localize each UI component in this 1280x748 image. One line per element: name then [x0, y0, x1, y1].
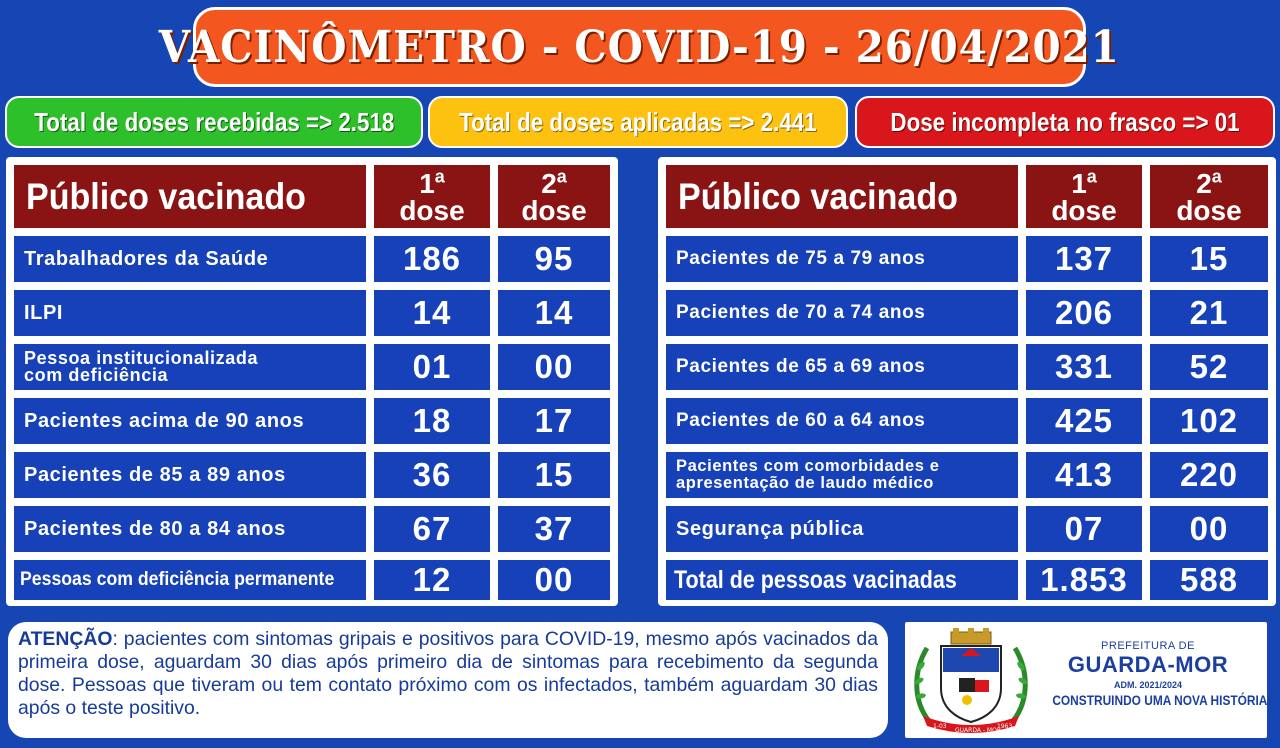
table-row-dose1: 206	[1024, 288, 1144, 338]
left-h1-n: 1	[419, 167, 435, 199]
doses-received-text: Total de doses recebidas => 2.518	[33, 106, 395, 137]
crest-left-text: 1-03	[933, 723, 947, 730]
table-row-label	[664, 288, 1020, 338]
table-row-label	[12, 288, 368, 338]
table-row-dose2: 220	[1148, 450, 1270, 500]
right-h1-ord: a	[1086, 166, 1097, 187]
left-header-dose1-num	[419, 166, 445, 199]
left-table	[6, 157, 618, 606]
table-row-dose1: 18	[372, 396, 492, 446]
table-row-dose2: 52	[1148, 342, 1270, 392]
row-label-text: Trabalhadores da Saúde	[24, 247, 269, 270]
table-row-dose1: 1.853	[1024, 558, 1144, 602]
table-row-dose2: 17	[496, 396, 612, 446]
doses-applied-text: Total de doses aplicadas => 2.441	[459, 106, 817, 137]
right-header-dose1-num	[1071, 166, 1097, 199]
right-h2-ord: a	[1211, 166, 1222, 187]
table-row-dose2: 00	[496, 558, 612, 602]
doses-applied-badge	[428, 96, 848, 148]
incomplete-dose-badge	[855, 96, 1275, 148]
right-header-dose2-num	[1196, 166, 1222, 199]
left-header-dose1-word: dose	[399, 194, 465, 226]
logo-slogan	[1033, 692, 1272, 708]
row-label-line2: apresentação de laudo médico	[676, 474, 934, 492]
table-row-dose2: 95	[496, 234, 612, 284]
table-row-dose2: 00	[496, 342, 612, 392]
row-label-text: Pacientes de 85 a 89 anos	[24, 463, 286, 486]
table-row-dose1: 413	[1024, 450, 1144, 500]
crest-mid-text: GUARDA - MOR	[955, 727, 1001, 734]
left-header-dose2-word: dose	[521, 194, 587, 226]
page-title-text: VACINÔMETRO - COVID-19 - 26/04/2021	[159, 21, 1120, 73]
incomplete-dose-text: Dose incompleta no frasco => 01	[890, 106, 1240, 137]
table-row-dose2: 15	[1148, 234, 1270, 284]
crest-right-text: 1963	[997, 723, 1013, 730]
attention-text: : pacientes com sintomas gripais e positivos para COVID-19, mesmo após vacinados da primeira dose, aguardam 30 dias após primeiro dia de sintomas para recebimento da segunda dose. Pessoas que tiveram ou tem contato próximo com os infectados, também aguardam 30 dias após o teste positivo.	[18, 628, 878, 719]
table-row-label	[664, 558, 1020, 602]
row-label-text: Pacientes de 60 a 64 anos	[676, 410, 926, 431]
right-header-dose1	[1024, 163, 1144, 230]
row-label-text: Pessoas com deficiência permanente	[20, 569, 335, 590]
page-title	[159, 7, 1120, 87]
table-row-dose1: 07	[1024, 504, 1144, 554]
logo-prefeitura: PREFEITURA DE	[1101, 640, 1195, 652]
logo-slogan-text: CONSTRUINDO UMA NOVA HISTÓRIA!	[1052, 692, 1272, 708]
table-row-label	[664, 234, 1020, 284]
table-row-label	[12, 450, 368, 500]
row-label-text: Segurança pública	[676, 517, 865, 540]
row-label-text: Pacientes de 75 a 79 anos	[676, 248, 926, 269]
table-row-label	[12, 396, 368, 446]
right-header-dose2	[1148, 163, 1270, 230]
table-row-dose1: 186	[372, 234, 492, 284]
city-crest-icon	[911, 626, 1031, 734]
right-header-dose1-word: dose	[1051, 194, 1117, 226]
table-row-label	[664, 504, 1020, 554]
table-row-label	[664, 450, 1020, 500]
row-label-text: Total de pessoas vacinadas	[674, 565, 957, 594]
left-h1-ord: a	[434, 166, 445, 187]
table-row-dose2: 21	[1148, 288, 1270, 338]
left-h2-ord: a	[556, 166, 567, 187]
table-row-dose1: 331	[1024, 342, 1144, 392]
table-row-dose1: 12	[372, 558, 492, 602]
doses-received-badge	[5, 96, 423, 148]
logo-city: GUARDA-MOR	[1067, 652, 1229, 677]
table-row-dose2: 15	[496, 450, 612, 500]
table-row-label	[12, 558, 368, 602]
table-row-dose2: 14	[496, 288, 612, 338]
table-row-dose2: 102	[1148, 396, 1270, 446]
left-header-label-text: Público vacinado	[26, 175, 306, 217]
right-header-label-text: Público vacinado	[678, 175, 958, 217]
row-label-line2: com deficiência	[24, 365, 169, 385]
table-row-dose1: 67	[372, 504, 492, 554]
row-label-text: Pacientes de 70 a 74 anos	[676, 302, 926, 323]
table-row-dose2: 37	[496, 504, 612, 554]
attention-notice	[8, 622, 888, 738]
table-row-dose1: 425	[1024, 396, 1144, 446]
table-row-dose1: 01	[372, 342, 492, 392]
table-row-dose1: 137	[1024, 234, 1144, 284]
row-label-text: Pacientes de 80 a 84 anos	[24, 517, 286, 540]
table-row-dose2: 588	[1148, 558, 1270, 602]
table-row-label	[12, 234, 368, 284]
table-row-dose1: 36	[372, 450, 492, 500]
row-label-text: Pacientes de 65 a 69 anos	[676, 356, 926, 377]
left-header-label	[12, 163, 368, 230]
row-label-line1: Pacientes com comorbidades e	[676, 457, 940, 475]
right-h1-n: 1	[1071, 167, 1087, 199]
table-row-dose1: 14	[372, 288, 492, 338]
attention-lead: ATENÇÃO	[18, 628, 113, 650]
right-table	[658, 157, 1276, 606]
row-label-line1: Pessoa institucionalizada	[24, 348, 259, 368]
left-header-dose2-num	[541, 166, 567, 199]
left-header-dose1	[372, 163, 492, 230]
table-row-dose2: 00	[1148, 504, 1270, 554]
right-header-label	[664, 163, 1020, 230]
left-h2-n: 2	[541, 167, 557, 199]
logo-text-block	[1033, 640, 1272, 708]
row-label-text: ILPI	[24, 301, 64, 324]
left-header-dose2	[496, 163, 612, 230]
right-header-dose2-word: dose	[1176, 194, 1242, 226]
logo-adm: ADM. 2021/2024	[1113, 680, 1183, 690]
table-row-label	[664, 342, 1020, 392]
prefeitura-logo	[905, 622, 1272, 738]
table-row-label	[12, 504, 368, 554]
table-row-label	[12, 342, 368, 392]
table-row-label	[664, 396, 1020, 446]
row-label-text: Pacientes acima de 90 anos	[24, 409, 305, 432]
right-h2-n: 2	[1196, 167, 1212, 199]
